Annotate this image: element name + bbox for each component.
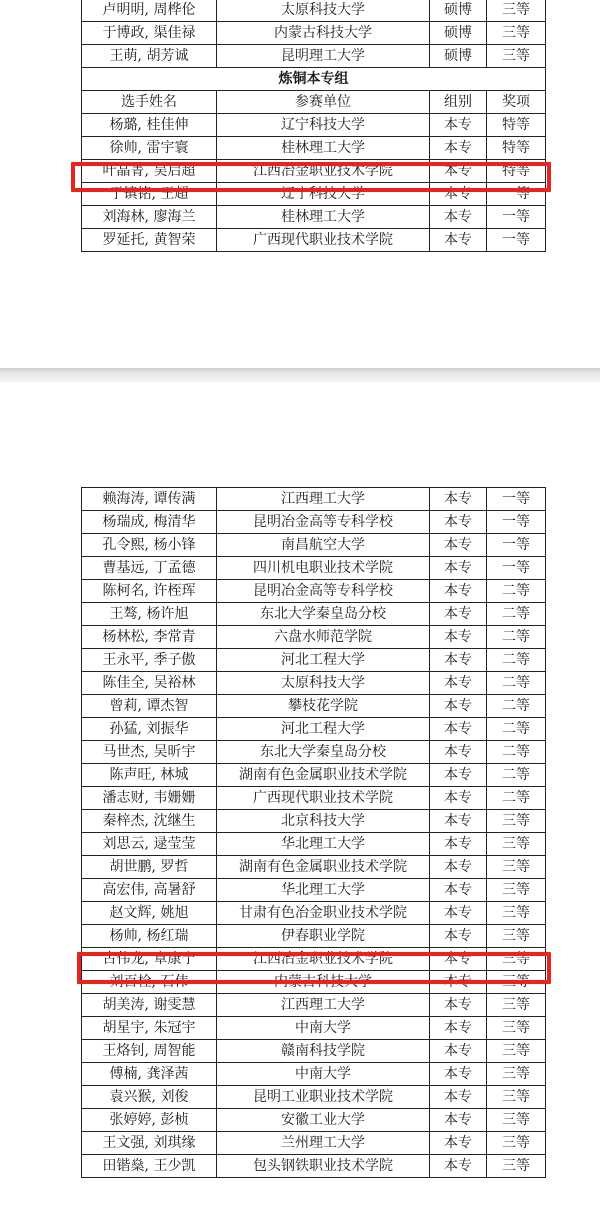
cell-contestants: 赖海涛, 谭传满: [82, 488, 217, 511]
cell-institution: 湖南有色金属职业技术学院: [217, 856, 430, 879]
awards-table-continued: [81, 487, 546, 1178]
cell-institution: 江西理工大学: [217, 994, 430, 1017]
table-row: [82, 229, 546, 252]
cell-contestants: 王文强, 刘琪缘: [82, 1132, 217, 1155]
cell-group: 本专: [430, 206, 487, 229]
cell-award: 一等: [487, 488, 546, 511]
cell-award: 二等: [487, 580, 546, 603]
cell-group: 本专: [430, 488, 487, 511]
cell-group: 本专: [430, 580, 487, 603]
cell-institution: 辽宁科技大学: [217, 114, 430, 137]
cell-contestants: 田锴燊, 王少凯: [82, 1155, 217, 1178]
cell-group: 本专: [430, 879, 487, 902]
cell-contestants: 傅楠, 龚泽茜: [82, 1063, 217, 1086]
cell-contestants: 古伟龙, 章康宁: [82, 948, 217, 971]
table-row: [82, 649, 546, 672]
cell-contestants: 王骜, 杨许旭: [82, 603, 217, 626]
cell-award: 三等: [487, 0, 546, 22]
cell-contestants: 刘海林, 廖海兰: [82, 206, 217, 229]
cell-award: 二等: [487, 695, 546, 718]
cell-institution: 桂林理工大学: [217, 137, 430, 160]
table-row: [82, 925, 546, 948]
cell-institution: 江西冶金职业技术学院: [217, 160, 430, 183]
cell-contestants: 王永平, 季子傲: [82, 649, 217, 672]
table-header-row: [82, 91, 546, 114]
table-row: [82, 902, 546, 925]
cell-contestants: 刘思云, 逯莹莹: [82, 833, 217, 856]
section-title-row: [82, 68, 546, 91]
cell-institution: 河北工程大学: [217, 718, 430, 741]
cell-contestants: 马世杰, 吴昕宇: [82, 741, 217, 764]
cell-group: 本专: [430, 1109, 487, 1132]
cell-group: 本专: [430, 787, 487, 810]
table-row: [82, 45, 546, 68]
cell-award: 三等: [487, 879, 546, 902]
cell-institution: 东北大学秦皇岛分校: [217, 603, 430, 626]
cell-group: 硕博: [430, 0, 487, 22]
table-row: [82, 994, 546, 1017]
cell-institution: 昆明冶金高等专科学校: [217, 580, 430, 603]
cell-contestants: 赵文辉, 姚旭: [82, 902, 217, 925]
cell-contestants: 袁兴猴, 刘俊: [82, 1086, 217, 1109]
cell-group: 本专: [430, 137, 487, 160]
cell-award: 三等: [487, 902, 546, 925]
cell-award: 二等: [487, 787, 546, 810]
cell-institution: 六盘水师范学院: [217, 626, 430, 649]
cell-contestants: 张婷婷, 彭桢: [82, 1109, 217, 1132]
cell-award: 特等: [487, 137, 546, 160]
cell-group: 硕博: [430, 22, 487, 45]
table-row: [82, 137, 546, 160]
header-contestants: 选手姓名: [82, 91, 217, 114]
cell-contestants: 孙猛, 刘振华: [82, 718, 217, 741]
cell-contestants: 王萌, 胡芳诚: [82, 45, 217, 68]
table-row: [82, 114, 546, 137]
cell-group: 本专: [430, 833, 487, 856]
table-row: [82, 1017, 546, 1040]
cell-institution: 东北大学秦皇岛分校: [217, 741, 430, 764]
cell-award: 三等: [487, 22, 546, 45]
table-row: [82, 603, 546, 626]
cell-award: 三等: [487, 1040, 546, 1063]
table-row: [82, 1063, 546, 1086]
cell-award: 三等: [487, 948, 546, 971]
table-row: [82, 764, 546, 787]
cell-group: 本专: [430, 160, 487, 183]
table-row: [82, 511, 546, 534]
table-row: [82, 879, 546, 902]
cell-award: 三等: [487, 1155, 546, 1178]
table-row: [82, 488, 546, 511]
cell-group: 本专: [430, 626, 487, 649]
cell-contestants: 曾莉, 谭杰智: [82, 695, 217, 718]
cell-award: 一等: [487, 206, 546, 229]
cell-group: 本专: [430, 557, 487, 580]
cell-group: 本专: [430, 971, 487, 994]
cell-group: 硕博: [430, 45, 487, 68]
table-row: [82, 856, 546, 879]
cell-award: 三等: [487, 810, 546, 833]
table-row: [82, 0, 546, 22]
cell-award: 三等: [487, 1109, 546, 1132]
cell-contestants: 曹基远, 丁孟德: [82, 557, 217, 580]
cell-group: 本专: [430, 229, 487, 252]
table-row: [82, 695, 546, 718]
cell-contestants: 胡星宇, 朱冠宇: [82, 1017, 217, 1040]
cell-award: 二等: [487, 764, 546, 787]
cell-institution: 包头钢铁职业技术学院: [217, 1155, 430, 1178]
table-row: [82, 787, 546, 810]
cell-award: 三等: [487, 1017, 546, 1040]
cell-institution: 昆明工业职业技术学院: [217, 1086, 430, 1109]
cell-contestants: 刘百栓, 石伟: [82, 971, 217, 994]
cell-group: 本专: [430, 902, 487, 925]
cell-award: 三等: [487, 856, 546, 879]
highlight-box: [77, 952, 551, 984]
table-row: [82, 833, 546, 856]
cell-group: 本专: [430, 695, 487, 718]
cell-award: 一等: [487, 557, 546, 580]
cell-contestants: 杨璐, 桂佳伸: [82, 114, 217, 137]
cell-contestants: 陈佳全, 吴裕林: [82, 672, 217, 695]
cell-group: 本专: [430, 1017, 487, 1040]
document-page-2: [0, 382, 600, 1207]
cell-institution: 湖南有色金属职业技术学院: [217, 764, 430, 787]
cell-award: 二等: [487, 741, 546, 764]
cell-contestants: 杨帅, 杨红瑞: [82, 925, 217, 948]
table-row: [82, 22, 546, 45]
table-row: [82, 1109, 546, 1132]
cell-contestants: 卢明明, 周桦伦: [82, 0, 217, 22]
table-row: [82, 1155, 546, 1178]
cell-institution: 太原科技大学: [217, 0, 430, 22]
cell-award: 二等: [487, 718, 546, 741]
table-row: [82, 557, 546, 580]
cell-contestants: 叶晶菁, 吴启超: [82, 160, 217, 183]
table-row: [82, 580, 546, 603]
cell-institution: 昆明理工大学: [217, 45, 430, 68]
cell-group: 本专: [430, 925, 487, 948]
cell-group: 本专: [430, 511, 487, 534]
awards-table-top: [81, 0, 546, 252]
table-row: [82, 718, 546, 741]
table-row: [82, 1040, 546, 1063]
cell-contestants: 杨瑞成, 梅清华: [82, 511, 217, 534]
cell-group: 本专: [430, 1086, 487, 1109]
cell-award: 特等: [487, 160, 546, 183]
cell-group: 本专: [430, 534, 487, 557]
cell-award: 二等: [487, 626, 546, 649]
cell-institution: 江西冶金职业技术学院: [217, 948, 430, 971]
cell-contestants: 孔令熙, 杨小锋: [82, 534, 217, 557]
cell-award: 三等: [487, 925, 546, 948]
page-separator: [0, 368, 600, 382]
cell-contestants: 胡美涛, 谢雯慧: [82, 994, 217, 1017]
cell-institution: 华北理工大学: [217, 833, 430, 856]
cell-group: 本专: [430, 672, 487, 695]
cell-contestants: 于博政, 渠佳禄: [82, 22, 217, 45]
cell-institution: 江西理工大学: [217, 488, 430, 511]
section-title: 炼铜本专组: [82, 68, 546, 91]
table-row: [82, 1132, 546, 1155]
cell-institution: 辽宁科技大学: [217, 183, 430, 206]
cell-group: 本专: [430, 183, 487, 206]
cell-contestants: 秦梓杰, 沈继生: [82, 810, 217, 833]
table-row: [82, 810, 546, 833]
cell-contestants: 杨林松, 李常青: [82, 626, 217, 649]
table-row: [82, 206, 546, 229]
cell-institution: 南昌航空大学: [217, 534, 430, 557]
cell-contestants: 陈声旺, 林城: [82, 764, 217, 787]
header-institution: 参赛单位: [217, 91, 430, 114]
cell-institution: 华北理工大学: [217, 879, 430, 902]
cell-award: 三等: [487, 1132, 546, 1155]
table-row: [82, 741, 546, 764]
cell-award: 三等: [487, 45, 546, 68]
cell-award: 一等: [487, 183, 546, 206]
highlight-box: [71, 162, 551, 192]
cell-contestants: 罗延托, 黄智荣: [82, 229, 217, 252]
cell-institution: 太原科技大学: [217, 672, 430, 695]
cell-institution: 北京科技大学: [217, 810, 430, 833]
table-row: [82, 1086, 546, 1109]
cell-institution: 内蒙古科技大学: [217, 971, 430, 994]
header-award: 奖项: [487, 91, 546, 114]
cell-institution: 中南大学: [217, 1017, 430, 1040]
cell-contestants: 于镇铭, 王超: [82, 183, 217, 206]
cell-contestants: 胡世鹏, 罗哲: [82, 856, 217, 879]
cell-award: 二等: [487, 603, 546, 626]
cell-institution: 桂林理工大学: [217, 206, 430, 229]
cell-award: 一等: [487, 511, 546, 534]
cell-group: 本专: [430, 856, 487, 879]
cell-institution: 甘肃有色冶金职业技术学院: [217, 902, 430, 925]
cell-institution: 兰州理工大学: [217, 1132, 430, 1155]
cell-award: 二等: [487, 649, 546, 672]
cell-institution: 安徽工业大学: [217, 1109, 430, 1132]
cell-institution: 内蒙古科技大学: [217, 22, 430, 45]
cell-award: 三等: [487, 994, 546, 1017]
cell-contestants: 高宏伟, 高暑舒: [82, 879, 217, 902]
cell-group: 本专: [430, 114, 487, 137]
cell-group: 本专: [430, 764, 487, 787]
cell-award: 三等: [487, 971, 546, 994]
cell-contestants: 潘志财, 韦姗姗: [82, 787, 217, 810]
cell-group: 本专: [430, 1063, 487, 1086]
cell-group: 本专: [430, 1040, 487, 1063]
cell-group: 本专: [430, 718, 487, 741]
cell-group: 本专: [430, 649, 487, 672]
cell-award: 三等: [487, 1063, 546, 1086]
table-row: [82, 534, 546, 557]
cell-institution: 广西现代职业技术学院: [217, 787, 430, 810]
cell-institution: 昆明冶金高等专科学校: [217, 511, 430, 534]
cell-institution: 四川机电职业技术学院: [217, 557, 430, 580]
cell-institution: 攀枝花学院: [217, 695, 430, 718]
cell-group: 本专: [430, 1155, 487, 1178]
cell-institution: 河北工程大学: [217, 649, 430, 672]
cell-award: 二等: [487, 672, 546, 695]
cell-contestants: 王烙钊, 周智能: [82, 1040, 217, 1063]
cell-group: 本专: [430, 948, 487, 971]
cell-contestants: 陈柯名, 许桎珲: [82, 580, 217, 603]
cell-institution: 中南大学: [217, 1063, 430, 1086]
cell-group: 本专: [430, 994, 487, 1017]
table-row: [82, 672, 546, 695]
cell-group: 本专: [430, 810, 487, 833]
cell-institution: 广西现代职业技术学院: [217, 229, 430, 252]
cell-contestants: 徐帅, 雷宇寰: [82, 137, 217, 160]
cell-award: 一等: [487, 229, 546, 252]
cell-award: 特等: [487, 114, 546, 137]
cell-award: 三等: [487, 833, 546, 856]
cell-group: 本专: [430, 603, 487, 626]
cell-award: 一等: [487, 534, 546, 557]
header-group: 组别: [430, 91, 487, 114]
cell-institution: 赣南科技学院: [217, 1040, 430, 1063]
cell-group: 本专: [430, 741, 487, 764]
cell-group: 本专: [430, 1132, 487, 1155]
cell-institution: 伊春职业学院: [217, 925, 430, 948]
cell-award: 三等: [487, 1086, 546, 1109]
table-row: [82, 626, 546, 649]
document-page-1: [0, 0, 600, 368]
